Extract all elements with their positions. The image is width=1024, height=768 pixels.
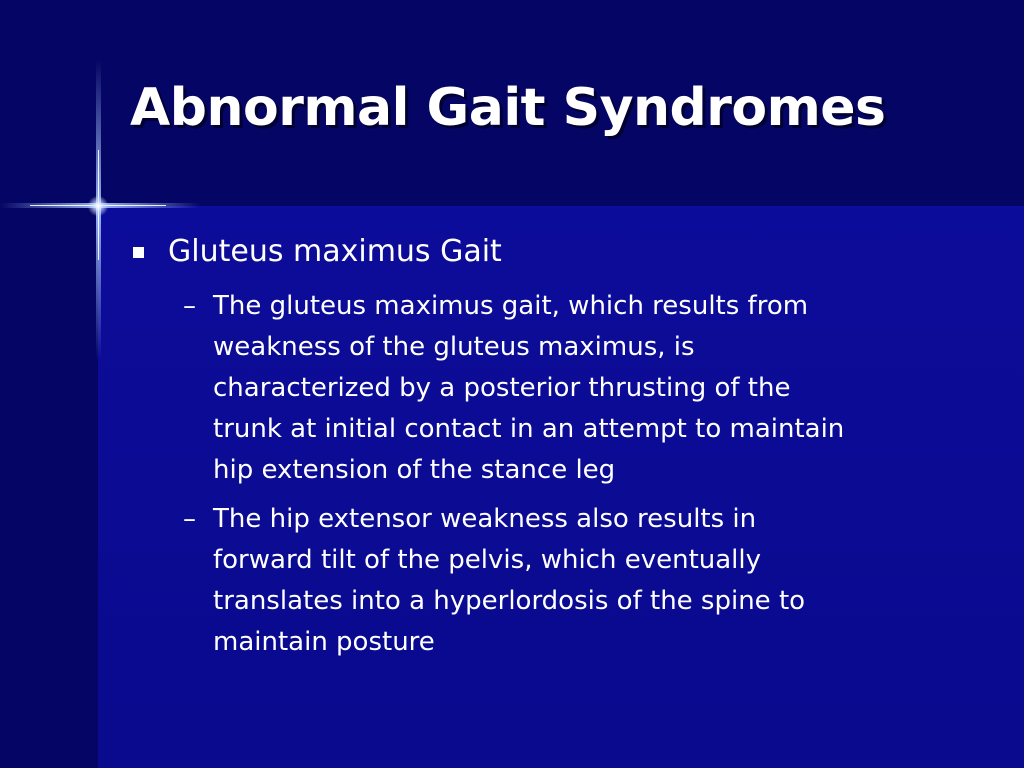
sub-point-1 [183,286,963,491]
sub-point-line: trunk at initial contact in an attempt to maintain [213,414,845,444]
sub-point-line: characterized by a posterior thrusting of the [213,373,791,403]
sub-point-line: translates into a hyperlordosis of the spine to [213,586,806,616]
bullet-text: Gluteus maximus Gait [168,234,502,269]
sub-point-line: forward tilt of the pelvis, which eventually [213,545,762,575]
bullet-item [133,234,502,269]
sub-point-line: The gluteus maximus gait, which results from [213,291,809,321]
sub-point-line: weakness of the gluteus maximus, is [213,332,695,362]
sub-point-line: hip extension of the stance leg [213,455,616,485]
sub-point-line: The hip extensor weakness also results in [213,504,757,534]
square-bullet-icon [133,247,144,258]
sub-point-text [213,286,953,491]
dash-bullet-icon: – [183,504,196,534]
sparkle-icon [88,196,108,216]
slide-title: Abnormal Gait Syndromes [130,78,886,138]
sub-point-text [213,499,953,663]
dash-bullet-icon: – [183,291,196,321]
sub-point-line: maintain posture [213,627,435,657]
sub-point-2 [183,499,963,663]
left-band [0,206,98,768]
